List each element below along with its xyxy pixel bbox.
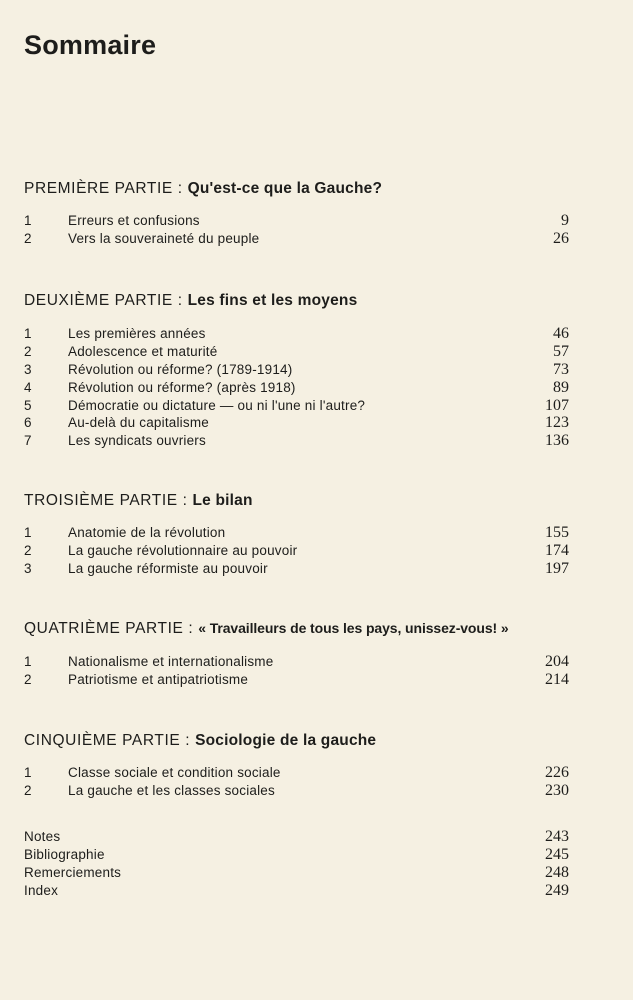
page-number: 243 [545,828,569,845]
page-number: 226 [545,764,569,781]
chapter-number: 5 [24,398,32,413]
chapter-number: 1 [24,326,32,341]
toc-entry [24,415,569,433]
chapter-title: Révolution ou réforme? (1789-1914) [68,362,293,377]
page-number: 230 [545,782,569,799]
chapter-number: 1 [24,765,32,780]
chapter-title: La gauche réformiste au pouvoir [68,561,268,576]
chapter-number: 2 [24,543,32,558]
chapter-number: 3 [24,362,32,377]
part-1-heading [24,180,382,198]
chapter-title: Patriotisme et antipatriotisme [68,672,249,687]
page-number: 9 [561,212,569,229]
toc-entry [24,231,569,249]
chapter-number: 6 [24,415,32,430]
toc-entry [24,783,569,801]
toc-entry [24,362,569,380]
chapter-title: Au-delà du capitalisme [68,415,209,430]
part-subtitle: Qu'est-ce que la Gauche? [187,180,383,197]
part-heading-separator: : [188,620,194,637]
back-matter-entry [24,865,569,883]
back-matter-title: Bibliographie [24,847,105,862]
page-number: 73 [553,361,569,378]
page-number: 248 [545,864,569,881]
chapter-title: Erreurs et confusions [68,213,200,228]
part-subtitle: Les fins et les moyens [187,292,358,309]
toc-entry [24,561,569,579]
part-4-heading [24,620,509,638]
part-2-heading [24,292,357,310]
chapter-title: Anatomie de la révolution [68,525,226,540]
chapter-title: Classe sociale et condition sociale [68,765,281,780]
page-number: 107 [545,397,569,414]
part-subtitle: Le bilan [192,492,253,509]
toc-entry [24,765,569,783]
page-number: 136 [545,432,569,449]
chapter-number: 2 [24,344,32,359]
page-number: 204 [545,653,569,670]
page-number: 174 [545,542,569,559]
back-matter-title: Notes [24,829,61,844]
chapter-title: La gauche révolutionnaire au pouvoir [68,543,298,558]
chapter-number: 2 [24,672,32,687]
page-number: 245 [545,846,569,863]
page-title: Sommaire [24,30,157,60]
page-number: 155 [545,524,569,541]
chapter-title: Les syndicats ouvriers [68,433,206,448]
back-matter-title: Remerciements [24,865,122,880]
part-heading-label: CINQUIÈME PARTIE [24,732,181,749]
chapter-number: 3 [24,561,32,576]
toc-entry [24,213,569,231]
part-subtitle: Sociologie de la gauche [195,732,377,749]
chapter-title: La gauche et les classes sociales [68,783,275,798]
back-matter-entry [24,829,569,847]
chapter-number: 2 [24,231,32,246]
page-number: 214 [545,671,569,688]
toc-entry [24,326,569,344]
chapter-number: 1 [24,654,32,669]
page-number: 123 [545,414,569,431]
chapter-number: 7 [24,433,32,448]
toc-entry [24,672,569,690]
back-matter-title: Index [24,883,59,898]
toc-entry [24,380,569,398]
part-heading-separator: : [177,180,183,197]
page-number: 197 [545,560,569,577]
back-matter-entry [24,847,569,865]
page-number: 57 [553,343,569,360]
page-number: 26 [553,230,569,247]
toc-entry [24,344,569,362]
chapter-title: Révolution ou réforme? (après 1918) [68,380,296,395]
part-heading-label: DEUXIÈME PARTIE [24,292,173,309]
chapter-title: Nationalisme et internationalisme [68,654,274,669]
chapter-title: Vers la souveraineté du peuple [68,231,260,246]
part-3-heading [24,492,253,510]
toc-entry [24,433,569,451]
page-number: 89 [553,379,569,396]
part-heading-label: TROISIÈME PARTIE [24,492,178,509]
toc-entry [24,654,569,672]
chapter-number: 4 [24,380,32,395]
page-number: 46 [553,325,569,342]
part-heading-separator: : [185,732,191,749]
part-heading-label: PREMIÈRE PARTIE [24,180,173,197]
chapter-number: 1 [24,525,32,540]
toc-entry [24,525,569,543]
chapter-title: Les premières années [68,326,206,341]
page-number: 249 [545,882,569,899]
back-matter-entry [24,883,569,901]
toc-entry [24,398,569,416]
part-heading-label: QUATRIÈME PARTIE [24,620,184,637]
chapter-title: Démocratie ou dictature — ou ni l'une ni l'autre? [68,398,366,413]
chapter-number: 2 [24,783,32,798]
chapter-number: 1 [24,213,32,228]
toc-entry [24,543,569,561]
chapter-title: Adolescence et maturité [68,344,218,359]
part-heading-separator: : [182,492,188,509]
part-5-heading [24,732,376,750]
part-subtitle: « Travailleurs de tous les pays, unissez-vous! » [198,620,509,636]
part-heading-separator: : [177,292,183,309]
